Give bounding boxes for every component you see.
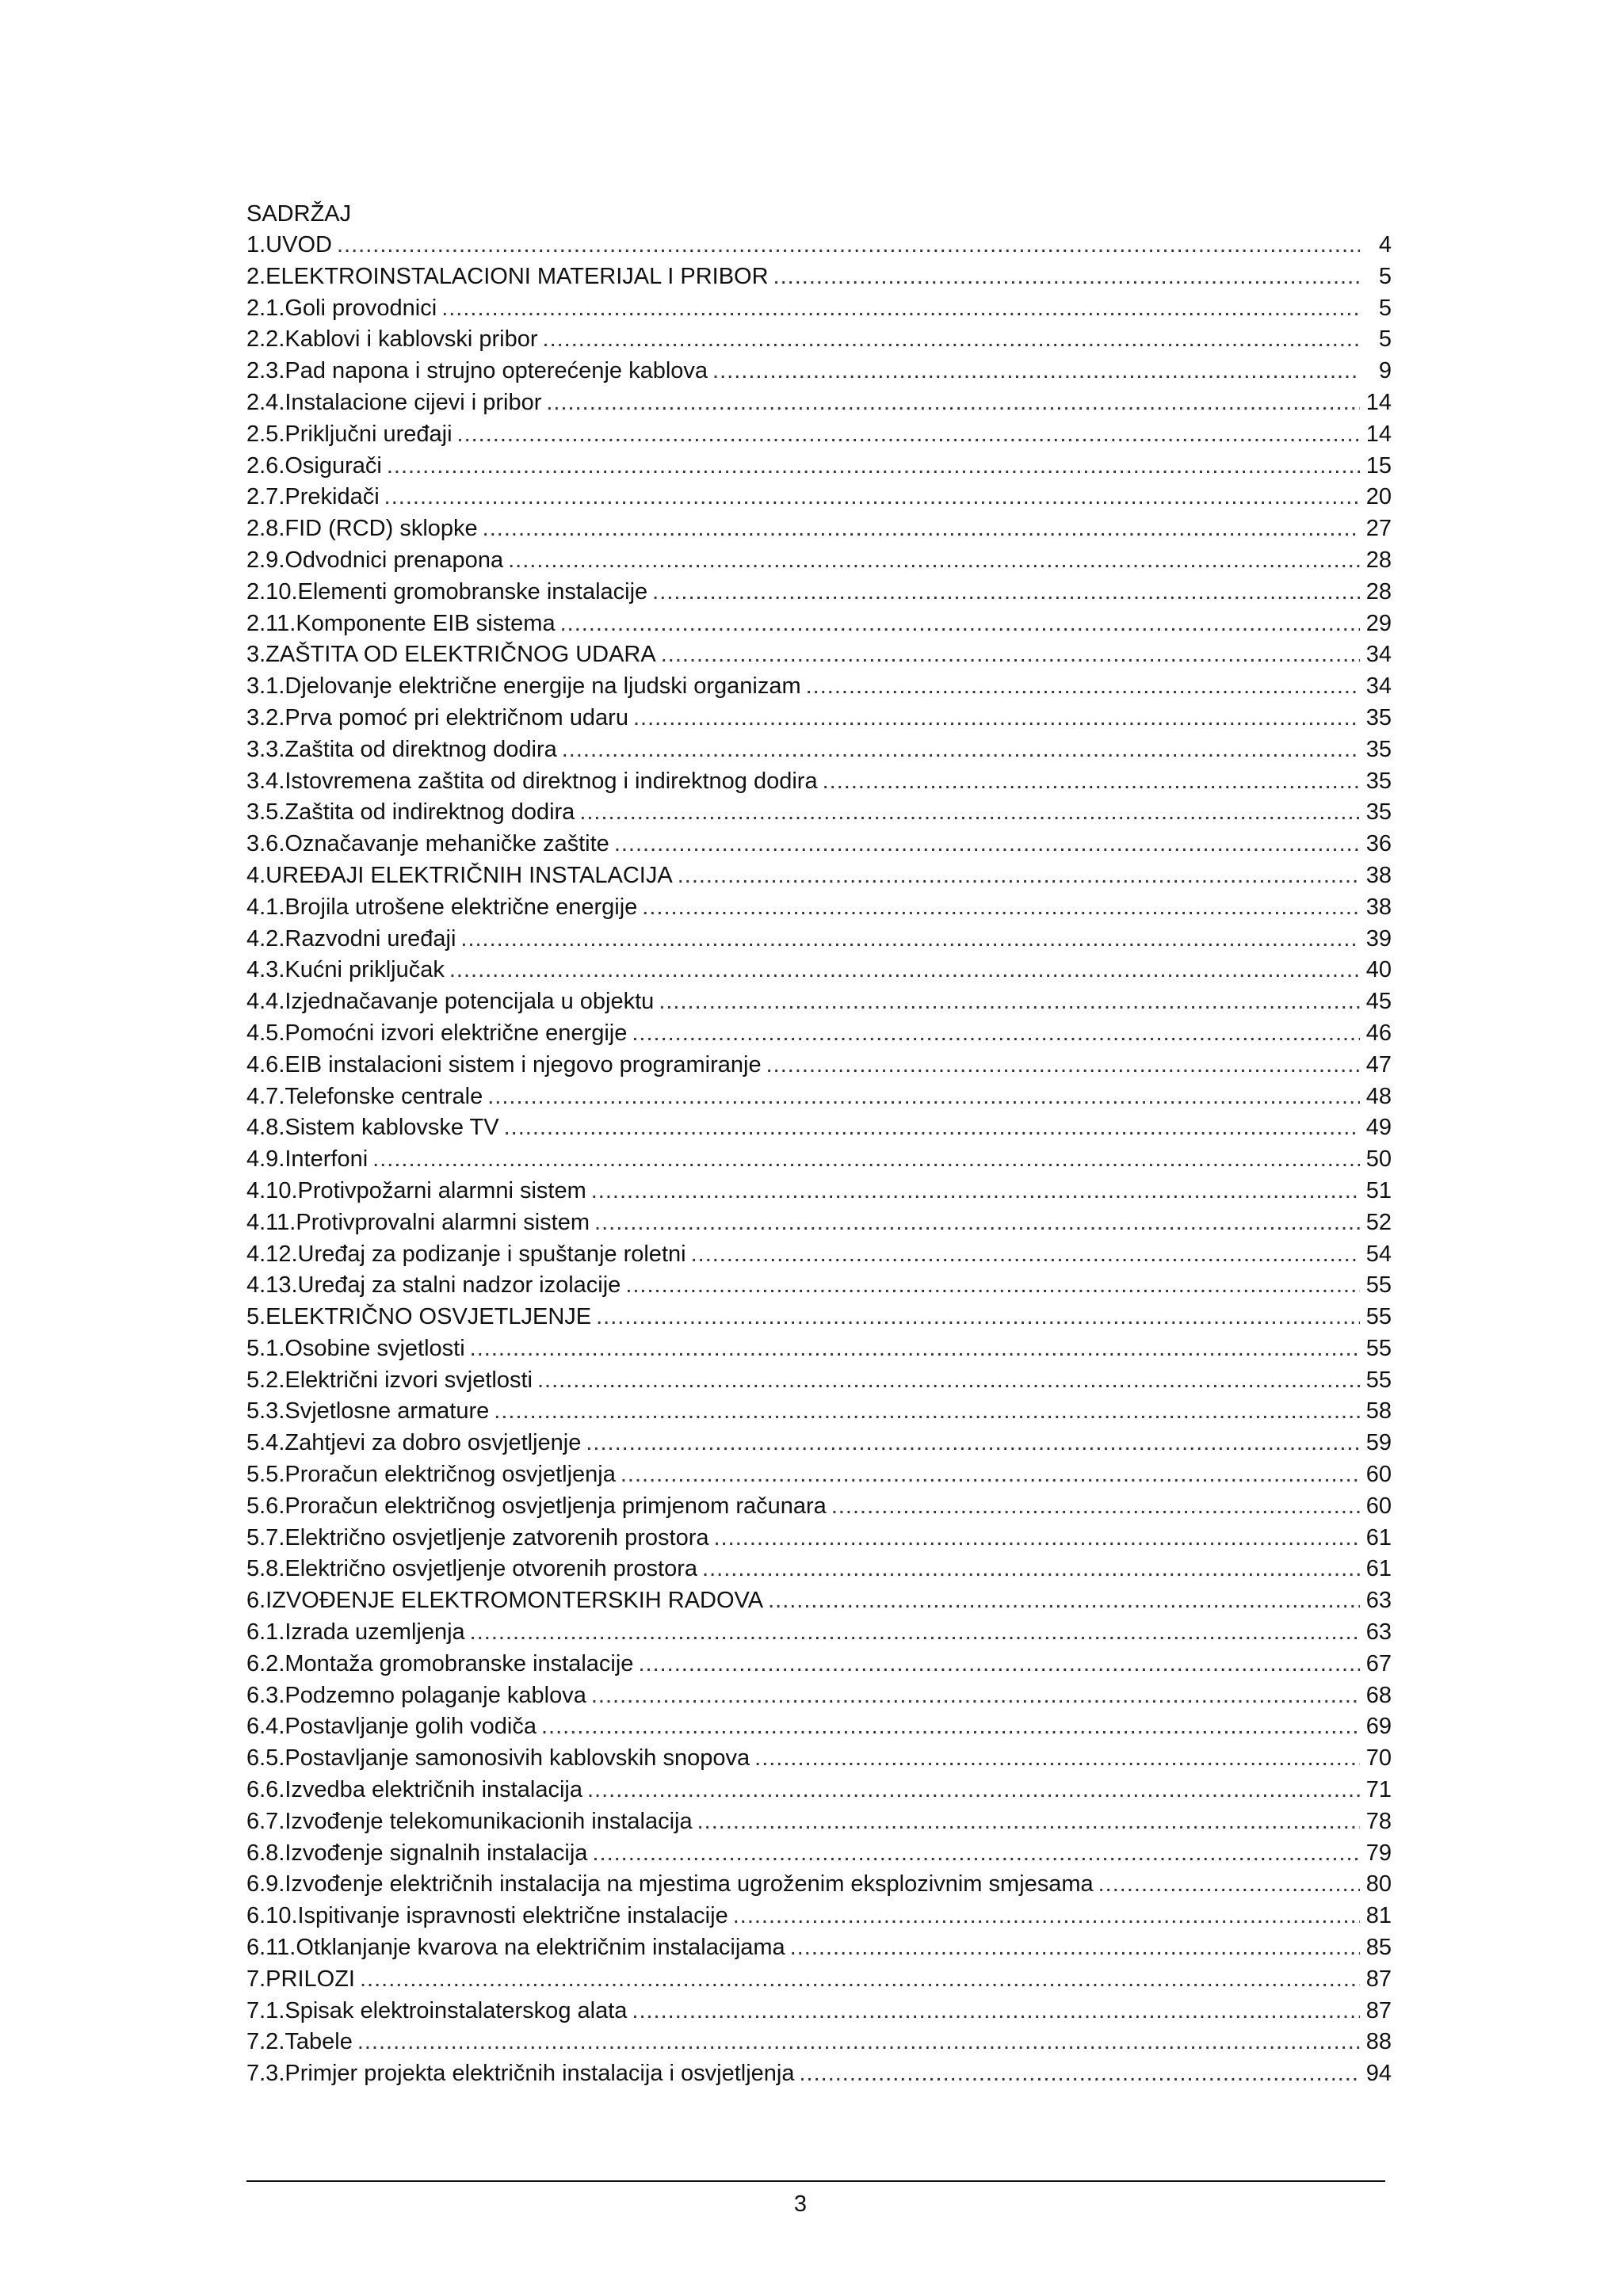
- dot-leader: [823, 766, 1360, 798]
- toc-entry-label: 3.5.Zaštita od indirektnog dodira: [246, 799, 575, 826]
- dot-leader: [1098, 1869, 1360, 1901]
- dot-leader: [806, 671, 1360, 703]
- toc-entry-label: 4.11.Protivprovalni alarmni sistem: [246, 1209, 590, 1235]
- toc-entry-page: 34: [1365, 642, 1392, 668]
- toc-entry-page: 9: [1378, 358, 1392, 384]
- toc-entry-label: 4.8.Sistem kablovske TV: [246, 1115, 499, 1141]
- toc-entry-label: 5.7.Električno osvjetljenje zatvorenih prostora: [246, 1524, 709, 1550]
- dot-leader: [587, 1775, 1360, 1806]
- toc-entry-page: 79: [1365, 1840, 1392, 1866]
- toc-entry: [246, 230, 1392, 261]
- toc-entry: [246, 1996, 1392, 2027]
- toc-entry: [246, 1239, 1392, 1271]
- toc-entry-label: 6.1.Izrada uzemljenja: [246, 1619, 465, 1646]
- toc-entry-page: 5: [1378, 326, 1392, 353]
- dot-leader: [537, 1365, 1360, 1397]
- toc-entry: [246, 1838, 1392, 1870]
- toc-entry-page: 80: [1365, 1871, 1392, 1897]
- toc-entry-page: 61: [1365, 1524, 1392, 1550]
- toc-entries: [246, 230, 1392, 2090]
- toc-entry-label: 3.4.Istovremena zaštita od direktnog i indirektnog dodira: [246, 768, 818, 794]
- dot-leader: [799, 2058, 1360, 2090]
- toc-entry: [246, 671, 1392, 703]
- dot-leader: [592, 1838, 1360, 1870]
- toc-entry: [246, 1964, 1392, 1996]
- toc-entry-page: 54: [1365, 1241, 1392, 1267]
- toc-entry: [246, 829, 1392, 860]
- toc-entry-label: 2.11.Komponente EIB sistema: [246, 610, 556, 636]
- dot-leader: [543, 324, 1360, 356]
- toc-entry: [246, 482, 1392, 513]
- toc-entry-page: 5: [1378, 295, 1392, 321]
- toc-entry: [246, 1523, 1392, 1554]
- toc-entry: [246, 924, 1392, 955]
- toc-entry-label: 4.10.Protivpožarni alarmni sistem: [246, 1177, 586, 1203]
- toc-entry: [246, 293, 1392, 325]
- toc-entry-label: 2.8.FID (RCD) sklopke: [246, 516, 478, 542]
- toc-entry-page: 87: [1365, 1966, 1392, 1992]
- toc-entry-label: 4.9.Interfoni: [246, 1146, 369, 1173]
- toc-entry-label: 4.13.Uređaj za stalni nadzor izolacije: [246, 1272, 621, 1299]
- toc-entry: [246, 1081, 1392, 1113]
- dot-leader: [470, 1333, 1360, 1365]
- toc-entry: [246, 1459, 1392, 1491]
- toc-entry-page: 60: [1365, 1493, 1392, 1519]
- toc-entry: [246, 1806, 1392, 1838]
- dot-leader: [541, 1711, 1360, 1743]
- toc-entry: [246, 1365, 1392, 1397]
- dot-leader: [621, 1459, 1360, 1491]
- toc-entry-label: 4.7.Telefonske centrale: [246, 1083, 483, 1109]
- dot-leader: [579, 797, 1360, 829]
- toc-entry-label: 6.7.Izvođenje telekomunikacionih instalacija: [246, 1808, 693, 1834]
- toc-entry-label: 6.6.Izvedba električnih instalacija: [246, 1777, 582, 1803]
- toc-entry-label: 7.3.Primjer projekta električnih instalacija i osvjetljenja: [246, 2061, 795, 2087]
- toc-entry: [246, 1932, 1392, 1964]
- toc-entry-label: 2.7.Prekidači: [246, 484, 380, 510]
- toc-entry-page: 47: [1365, 1051, 1392, 1077]
- toc-entry-label: 6.8.Izvođenje signalnih instalacija: [246, 1840, 588, 1866]
- toc-entry: [246, 1050, 1392, 1081]
- dot-leader: [457, 419, 1360, 451]
- toc-entry: [246, 1554, 1392, 1585]
- toc-entry-label: 5.2.Električni izvori svjetlosti: [246, 1367, 533, 1393]
- dot-leader: [562, 734, 1360, 766]
- toc-entry-page: 60: [1365, 1462, 1392, 1488]
- toc-entry-label: 2.1.Goli provodnici: [246, 295, 437, 321]
- table-of-contents: [246, 198, 1392, 2090]
- toc-entry-page: 39: [1365, 925, 1392, 952]
- toc-entry: [246, 2027, 1392, 2058]
- toc-entry-label: 4.1.Brojila utrošene električne energije: [246, 894, 638, 920]
- toc-entry-page: 27: [1365, 516, 1392, 542]
- toc-entry-label: 5.6.Proračun električnog osvjetljenja primjenom računara: [246, 1493, 827, 1519]
- toc-entry-label: 7.PRILOZI: [246, 1966, 355, 1992]
- toc-entry: [246, 419, 1392, 451]
- dot-leader: [337, 230, 1360, 261]
- dot-leader: [773, 261, 1360, 293]
- toc-entry-label: 5.4.Zahtjevi za dobro osvjetljenje: [246, 1430, 582, 1456]
- toc-entry: [246, 451, 1392, 482]
- toc-entry-label: 2.10.Elementi gromobranske instalacije: [246, 578, 648, 605]
- toc-entry: [246, 387, 1392, 419]
- toc-entry-page: 55: [1365, 1335, 1392, 1361]
- toc-entry-label: 4.3.Kućni priključak: [246, 957, 445, 983]
- toc-entry-label: 3.1.Djelovanje električne energije na ljudski organizam: [246, 673, 801, 700]
- dot-leader: [632, 1996, 1360, 2027]
- toc-entry: [246, 1491, 1392, 1523]
- toc-entry-page: 40: [1365, 957, 1392, 983]
- toc-entry-page: 70: [1365, 1745, 1392, 1772]
- dot-leader: [678, 860, 1360, 892]
- dot-leader: [652, 577, 1360, 608]
- dot-leader: [470, 1617, 1360, 1649]
- toc-entry-page: 48: [1365, 1083, 1392, 1109]
- toc-entry: [246, 545, 1392, 577]
- toc-entry-page: 88: [1365, 2029, 1392, 2055]
- toc-entry-page: 71: [1365, 1777, 1392, 1803]
- toc-entry: [246, 577, 1392, 608]
- toc-entry: [246, 2058, 1392, 2090]
- toc-entry-label: 2.5.Priključni uređaji: [246, 421, 453, 447]
- toc-entry: [246, 797, 1392, 829]
- dot-leader: [372, 1144, 1360, 1176]
- toc-entry-page: 28: [1365, 547, 1392, 573]
- toc-entry: [246, 324, 1392, 356]
- dot-leader: [633, 703, 1360, 734]
- toc-entry-label: 3.ZAŠTITA OD ELEKTRIČNOG UDARA: [246, 642, 656, 668]
- dot-leader: [591, 1680, 1360, 1712]
- dot-leader: [449, 955, 1360, 986]
- toc-entry-page: 85: [1365, 1935, 1392, 1961]
- toc-entry-page: 55: [1365, 1367, 1392, 1393]
- toc-entry-label: 2.ELEKTROINSTALACIONI MATERIJAL I PRIBOR: [246, 263, 769, 289]
- toc-entry-page: 46: [1365, 1020, 1392, 1046]
- toc-entry: [246, 1333, 1392, 1365]
- toc-entry-page: 34: [1365, 673, 1392, 700]
- toc-entry-label: 4.UREĐAJI ELEKTRIČNIH INSTALACIJA: [246, 862, 673, 888]
- toc-entry: [246, 1649, 1392, 1680]
- toc-entry: [246, 1585, 1392, 1617]
- toc-entry-page: 63: [1365, 1588, 1392, 1614]
- dot-leader: [766, 1050, 1360, 1081]
- dot-leader: [384, 482, 1360, 513]
- toc-entry-label: 1.UVOD: [246, 232, 332, 257]
- dot-leader: [733, 1901, 1360, 1932]
- toc-entry: [246, 734, 1392, 766]
- toc-entry-page: 4: [1378, 232, 1392, 257]
- toc-entry-label: 4.12.Uređaj za podizanje i spuštanje roletni: [246, 1241, 686, 1267]
- toc-entry-label: 4.2.Razvodni uređaji: [246, 925, 456, 952]
- dot-leader: [594, 1207, 1360, 1239]
- toc-entry-page: 14: [1365, 389, 1392, 415]
- page-number: 3: [793, 2191, 808, 2217]
- toc-entry-page: 50: [1365, 1146, 1392, 1173]
- toc-entry: [246, 860, 1392, 892]
- toc-entry-page: 5: [1378, 263, 1392, 289]
- toc-entry: [246, 1901, 1392, 1932]
- dot-leader: [754, 1743, 1360, 1775]
- toc-entry-label: 2.2.Kablovi i kablovski pribor: [246, 326, 538, 353]
- toc-entry-label: 4.6.EIB instalacioni sistem i njegovo programiranje: [246, 1051, 762, 1077]
- toc-entry-page: 36: [1365, 831, 1392, 857]
- dot-leader: [790, 1932, 1360, 1964]
- toc-entry-page: 61: [1365, 1556, 1392, 1582]
- toc-entry-page: 78: [1365, 1808, 1392, 1834]
- dot-leader: [661, 639, 1360, 671]
- toc-entry: [246, 639, 1392, 671]
- toc-entry-page: 14: [1365, 421, 1392, 447]
- toc-entry-label: 6.9.Izvođenje električnih instalacija na mjestima ugroženim eksplozivnim smjesama: [246, 1871, 1094, 1897]
- toc-entry-page: 87: [1365, 1997, 1392, 2023]
- toc-entry-label: 6.10.Ispitivanje ispravnosti električne instalacije: [246, 1903, 728, 1929]
- toc-entry-label: 5.3.Svjetlosne armature: [246, 1398, 490, 1425]
- toc-entry-label: 4.4.Izjednačavanje potencijala u objektu: [246, 989, 655, 1015]
- toc-entry-label: 3.6.Označavanje mehaničke zaštite: [246, 831, 609, 857]
- toc-entry-label: 7.2.Tabele: [246, 2029, 353, 2055]
- toc-entry-page: 29: [1365, 610, 1392, 636]
- toc-entry-page: 52: [1365, 1209, 1392, 1235]
- toc-entry-label: 4.5.Pomoćni izvori električne energije: [246, 1020, 628, 1046]
- toc-entry-page: 35: [1365, 799, 1392, 826]
- toc-entry: [246, 986, 1392, 1018]
- toc-entry-page: 35: [1365, 768, 1392, 794]
- toc-entry-page: 51: [1365, 1177, 1392, 1203]
- dot-leader: [494, 1396, 1360, 1428]
- toc-entry-page: 58: [1365, 1398, 1392, 1425]
- toc-entry-page: 38: [1365, 862, 1392, 888]
- toc-entry-page: 55: [1365, 1272, 1392, 1299]
- dot-leader: [831, 1491, 1360, 1523]
- dot-leader: [691, 1239, 1360, 1271]
- toc-entry: [246, 513, 1392, 545]
- dot-leader: [625, 1270, 1360, 1302]
- toc-entry-label: 3.2.Prva pomoć pri električnom udaru: [246, 704, 628, 730]
- toc-title: SADRŽAJ: [246, 201, 352, 227]
- footer-divider: [246, 2180, 1385, 2182]
- toc-entry-page: 59: [1365, 1430, 1392, 1456]
- toc-entry-page: 35: [1365, 704, 1392, 730]
- toc-entry: [246, 261, 1392, 293]
- toc-entry: [246, 1743, 1392, 1775]
- dot-leader: [714, 1523, 1360, 1554]
- dot-leader: [591, 1176, 1360, 1207]
- toc-entry-label: 6.3.Podzemno polaganje kablova: [246, 1682, 586, 1708]
- toc-entry: [246, 1144, 1392, 1176]
- toc-entry: [246, 1302, 1392, 1333]
- toc-entry: [246, 1207, 1392, 1239]
- toc-entry-page: 35: [1365, 736, 1392, 762]
- dot-leader: [697, 1806, 1360, 1838]
- toc-entry-label: 3.3.Zaštita od direktnog dodira: [246, 736, 557, 762]
- toc-entry: [246, 1869, 1392, 1901]
- dot-leader: [614, 829, 1360, 860]
- dot-leader: [504, 1112, 1360, 1144]
- dot-leader: [768, 1585, 1360, 1617]
- toc-entry: [246, 1428, 1392, 1459]
- toc-entry-label: 6.2.Montaža gromobranske instalacije: [246, 1650, 634, 1676]
- toc-entry-label: 5.8.Električno osvjetljenje otvorenih prostora: [246, 1556, 698, 1582]
- toc-entry: [246, 955, 1392, 986]
- dot-leader: [387, 451, 1360, 482]
- toc-entry: [246, 1775, 1392, 1806]
- dot-leader: [508, 545, 1360, 577]
- toc-entry: [246, 1396, 1392, 1428]
- toc-entry-page: 81: [1365, 1903, 1392, 1929]
- toc-entry: [246, 1680, 1392, 1712]
- toc-entry-label: 6.IZVOĐENJE ELEKTROMONTERSKIH RADOVA: [246, 1588, 764, 1614]
- dot-leader: [560, 608, 1360, 640]
- toc-entry-label: 5.ELEKTRIČNO OSVJETLJENJE: [246, 1304, 592, 1330]
- toc-entry: [246, 356, 1392, 387]
- toc-entry: [246, 703, 1392, 734]
- toc-entry-page: 38: [1365, 894, 1392, 920]
- toc-entry: [246, 1270, 1392, 1302]
- toc-entry-page: 49: [1365, 1115, 1392, 1141]
- toc-entry-label: 2.4.Instalacione cijevi i pribor: [246, 389, 542, 415]
- dot-leader: [712, 356, 1360, 387]
- toc-entry-label: 5.1.Osobine svjetlosti: [246, 1335, 465, 1361]
- toc-entry: [246, 608, 1392, 640]
- dot-leader: [546, 387, 1360, 419]
- toc-entry-page: 28: [1365, 578, 1392, 605]
- toc-entry-label: 2.3.Pad napona i strujno opterećenje kablova: [246, 358, 708, 384]
- toc-entry: [246, 1018, 1392, 1050]
- toc-entry-label: 6.5.Postavljanje samonosivih kablovskih snopova: [246, 1745, 750, 1772]
- toc-entry-page: 63: [1365, 1619, 1392, 1646]
- toc-entry-label: 2.9.Odvodnici prenapona: [246, 547, 504, 573]
- toc-entry-label: 2.6.Osigurači: [246, 452, 382, 479]
- dot-leader: [441, 293, 1360, 325]
- toc-entry-page: 94: [1365, 2061, 1392, 2087]
- dot-leader: [638, 1649, 1360, 1680]
- toc-entry-page: 45: [1365, 989, 1392, 1015]
- dot-leader: [642, 892, 1360, 924]
- toc-entry-page: 15: [1365, 452, 1392, 479]
- toc-entry-page: 20: [1365, 484, 1392, 510]
- toc-entry: [246, 1711, 1392, 1743]
- toc-entry: [246, 766, 1392, 798]
- toc-entry-label: 6.4.Postavljanje golih vodiča: [246, 1714, 537, 1740]
- toc-entry-label: 7.1.Spisak elektroinstalaterskog alata: [246, 1997, 628, 2023]
- dot-leader: [460, 924, 1360, 955]
- dot-leader: [483, 513, 1360, 545]
- toc-entry-page: 55: [1365, 1304, 1392, 1330]
- toc-entry-page: 67: [1365, 1650, 1392, 1676]
- toc-entry: [246, 1617, 1392, 1649]
- dot-leader: [702, 1554, 1360, 1585]
- dot-leader: [659, 986, 1360, 1018]
- toc-entry-page: 69: [1365, 1714, 1392, 1740]
- dot-leader: [357, 2027, 1360, 2058]
- toc-entry: [246, 1176, 1392, 1207]
- dot-leader: [487, 1081, 1360, 1113]
- dot-leader: [360, 1964, 1360, 1996]
- dot-leader: [632, 1018, 1360, 1050]
- toc-entry-label: 6.11.Otklanjanje kvarova na električnim instalacijama: [246, 1935, 785, 1961]
- toc-entry: [246, 892, 1392, 924]
- toc-entry-page: 68: [1365, 1682, 1392, 1708]
- toc-entry-label: 5.5.Proračun električnog osvjetljenja: [246, 1462, 616, 1488]
- dot-leader: [596, 1302, 1360, 1333]
- toc-entry: [246, 1112, 1392, 1144]
- dot-leader: [586, 1428, 1360, 1459]
